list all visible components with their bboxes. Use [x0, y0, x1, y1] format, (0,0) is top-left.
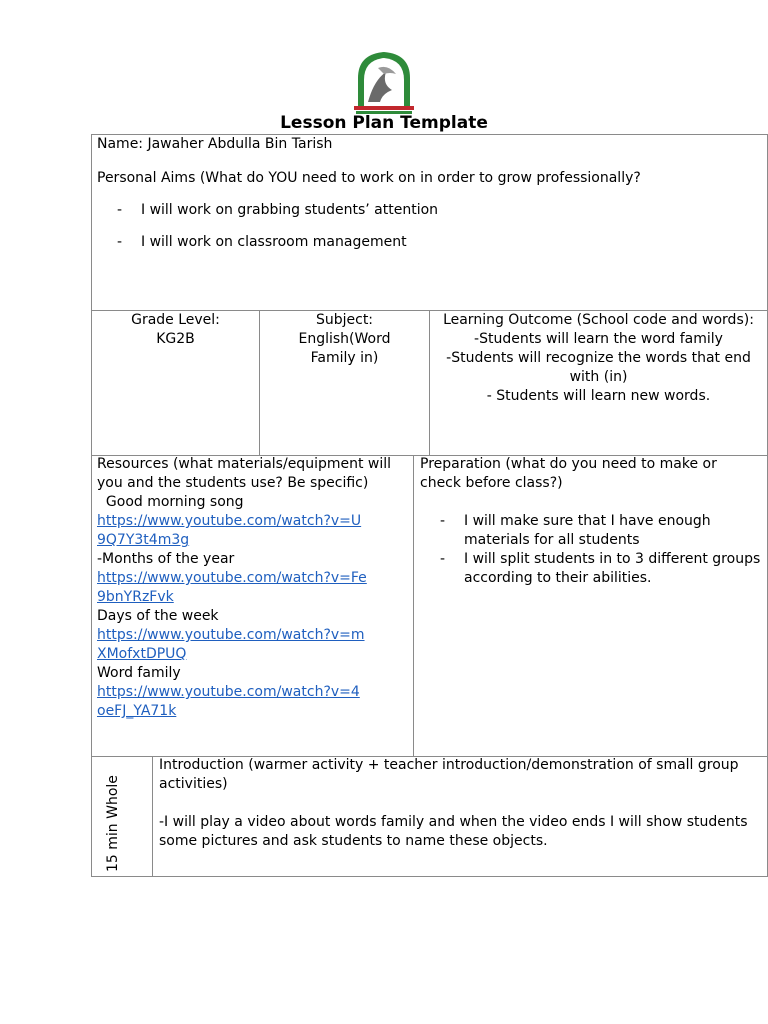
- resource-link[interactable]: https://www.youtube.com/watch?v=4oeFJ_YA71k: [97, 684, 360, 719]
- resources-cell: [97, 455, 409, 721]
- preparation-cell: [420, 455, 762, 588]
- outcome-item: - Students will learn new words.: [486, 388, 711, 404]
- preparation-heading: Preparation (what do you need to make or check before class?): [420, 456, 717, 491]
- divider: [152, 756, 153, 877]
- subject-label: Subject:: [315, 312, 374, 328]
- list-item: - I will work on grabbing students’ attention: [117, 202, 439, 218]
- resource-link[interactable]: https://www.youtube.com/watch?v=Fe9bnYRzFvk: [97, 570, 367, 605]
- outcome-item: -Students will recognize the words that end with (in): [446, 350, 751, 385]
- resource-label: -Months of the year: [97, 551, 235, 567]
- subject-cell: [260, 311, 429, 368]
- aims-heading: Personal Aims (What do YOU need to work on in order to grow professionally?: [97, 170, 641, 186]
- resource-link[interactable]: https://www.youtube.com/watch?v=mXMofxtDPUQ: [97, 627, 365, 662]
- aims-list: [97, 201, 762, 252]
- resource-label: Word family: [97, 665, 181, 681]
- introduction-cell: [159, 756, 762, 851]
- resource-label: Days of the week: [97, 608, 219, 624]
- page-title: Lesson Plan Template: [280, 113, 488, 133]
- grade-label: Grade Level:: [131, 312, 220, 328]
- grade-cell: [92, 311, 259, 349]
- subject-value: Family in): [310, 350, 379, 366]
- introduction-body: -I will play a video about words family and when the video ends I will show students some pictures and ask students to name these objects.: [159, 814, 748, 849]
- grade-value: KG2B: [156, 331, 195, 347]
- time-label: 15 min Whole: [105, 775, 121, 872]
- preparation-list: [420, 512, 762, 588]
- divider: [413, 455, 414, 757]
- divider: [429, 310, 430, 456]
- resource-label: Good morning song: [97, 494, 244, 510]
- list-item: - I will work on classroom management: [117, 234, 407, 250]
- introduction-heading: Introduction (warmer activity + teacher introduction/demonstration of small group activities): [159, 757, 739, 792]
- list-item: - I will make sure that I have enough materials for all students: [440, 513, 711, 548]
- aims-content: [97, 135, 762, 252]
- teacher-name: Name: Jawaher Abdulla Bin Tarish: [97, 136, 333, 152]
- subject-value: English(Word: [298, 331, 391, 347]
- resource-link[interactable]: https://www.youtube.com/watch?v=U9Q7Y3t4m3g: [97, 513, 362, 548]
- outcome-item: -Students will learn the word family: [474, 331, 723, 347]
- outcome-heading: Learning Outcome (School code and words):: [443, 312, 754, 328]
- outcome-cell: [435, 311, 762, 406]
- school-logo: [352, 50, 416, 116]
- resources-heading: Resources (what materials/equipment will you and the students use? Be specific): [97, 456, 392, 491]
- list-item: - I will split students in to 3 different groups according to their abilities.: [440, 551, 761, 586]
